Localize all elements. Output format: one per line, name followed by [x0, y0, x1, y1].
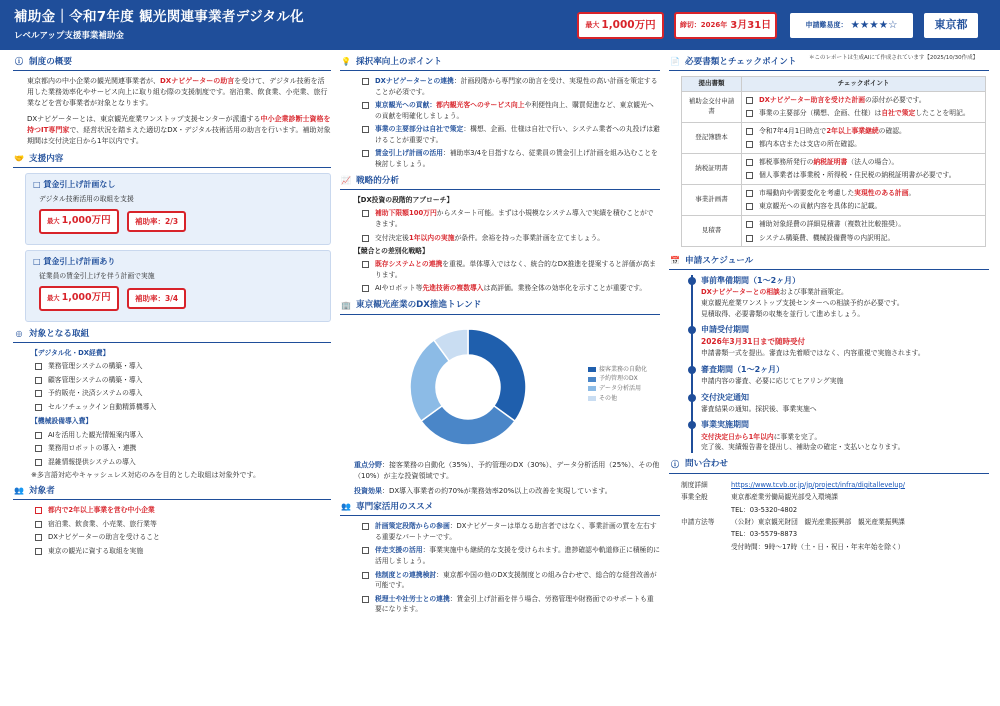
checkbox-icon: [362, 235, 369, 242]
legend-swatch: [588, 377, 596, 382]
checkbox-icon: [362, 210, 369, 217]
list-item: 補助下限額100万円からスタート可能。まずは小規模なシステム導入で実績を積むことができます。: [362, 208, 660, 229]
docs-table: [681, 76, 986, 247]
support-max-pill: 最大 1,000万円: [39, 286, 119, 310]
contact-row: 事業全般 東京都産業労働局観光部受入環境課: [681, 493, 838, 502]
legend-item: [588, 374, 647, 384]
deadline-badge: 締切：2026年 3月31日: [674, 12, 777, 39]
list-item: セルフチェックイン自動精算機導入: [35, 402, 331, 413]
legend-label: 接客業務の自動化: [599, 365, 648, 373]
schedule-step: 申請受付期間 2026年3月31日まで随時受付 申請書類一式を提出。審査は先着順ではなく、内容重視で実施されます。: [701, 324, 989, 359]
donut-svg: [356, 320, 581, 460]
page-subtitle: レベルアップ支援事業補助金: [14, 31, 124, 41]
support-rate-pill: 補助率：3/4: [127, 288, 186, 309]
checkbox-icon: [35, 432, 42, 439]
list-item: 賃金引上げ計画の活用：補助率3/4を目指すなら、従業員の賃金引上げ計画を組み込むことを検討しましょう。: [362, 148, 660, 169]
overview-text-1: 東京都内の中小企業の観光関連事業者が、DXナビゲーターの助言を受けて、デジタル技術を活用した業務効率化やサービス向上に取り組む際の支援制度です。宿泊業、飲食業、小売業、旅行業などを営む事業者が対象となります。: [27, 77, 328, 108]
legend-swatch: [588, 367, 596, 372]
contact-heading: ⓘ 問い合わせ: [669, 459, 989, 474]
checkbox-icon: [746, 141, 753, 148]
target-category: 【デジタル化・DX経費】: [31, 349, 110, 358]
list-item: 業務管理システムの構築・導入: [35, 361, 331, 372]
checkbox-icon: [35, 548, 42, 555]
list-item: 業務用ロボットの導入・連携: [35, 443, 331, 454]
contact-row: TEL：03-5579-8873: [731, 530, 798, 539]
trend-effect: 投資効果：DX導入事業者の約70%が業務効率20%以上の改善を実現しています。: [354, 487, 612, 496]
checkbox-icon: [362, 150, 369, 157]
timeline-dot: [688, 366, 696, 374]
schedule-step: 交付決定通知 審査結果の通知。採択後、事業実施へ: [701, 392, 989, 415]
strategy-heading: 📈 戦略的分析: [340, 175, 660, 190]
difficulty-badge: 申請難易度： ★★★★☆: [789, 12, 914, 39]
building-icon: 🏢: [341, 300, 351, 310]
list-item: DXナビゲーターとの連携：計画段階から専門家の助言を受け、実現性の高い計画を策定することが必須です。: [362, 76, 660, 97]
support-max-pill: 最大 1,000万円: [39, 209, 119, 233]
ai-note: ＊このレポートは生成AIにて作成されています【2025/10/30作成】: [809, 55, 979, 61]
targets-heading: ◎ 対象となる取組: [13, 328, 331, 343]
info-icon: ⓘ: [671, 459, 679, 469]
schedule-step: 審査期間（1〜2ヶ月） 申請内容の審査、必要に応じてヒアリング実施: [701, 364, 989, 387]
strategy-list-2: [362, 259, 660, 294]
timeline-dot: [688, 277, 696, 285]
list-item: 交付決定後1年以内の実施が条件。余裕を持った事業計画を立てましょう。: [362, 233, 660, 244]
expert-list: [362, 521, 660, 614]
checkbox-icon: [746, 128, 753, 135]
checkbox-icon: [746, 203, 753, 210]
legend-swatch: [588, 386, 596, 391]
list-item: 既存システムとの連携を重視。単体導入ではなく、統合的なDX推進を提案すると評価が高まります。: [362, 259, 660, 280]
eligible-list: [35, 505, 331, 556]
target-icon: ◎: [15, 329, 23, 339]
tips-heading: 💡 採択率向上のポイント: [340, 56, 660, 71]
legend-item: [588, 394, 647, 404]
table-row: 見積書 補助対象経費の詳細見積書（複数社比較推奨）。 システム構築費、機械設備費等の内訳明記。: [682, 216, 986, 247]
checkbox-icon: [746, 159, 753, 166]
checkbox-icon: [746, 190, 753, 197]
schedule-heading: 📅 申請スケジュール: [669, 255, 989, 270]
column-left: [13, 56, 331, 560]
checkbox-icon: [362, 126, 369, 133]
checkbox-icon: [362, 547, 369, 554]
contact-row: 申請方法等 （公財）東京観光財団 観光産業振興部 観光産業振興課: [681, 518, 905, 527]
checkbox-icon: [35, 534, 42, 541]
table-row: 補助金交付申請書 DXナビゲーター助言を受けた計画の添付が必要です。 事業の主要部分（構想、企画、仕様）は自社で策定したことを明記。: [682, 91, 986, 122]
table-row: 登記簿謄本 令和7年4月1日時点で2年以上事業継続の確認。 都内本店または支店の所在確認。: [682, 122, 986, 153]
schedule-step: 事業実施期間 交付決定日から1年以内に事業を完了。 完了後、実績報告書を提出し、補助金の確定・支払いとなります。: [701, 419, 989, 452]
list-item: 計画策定段階からの参画：DXナビゲーターは単なる助言者ではなく、事業計画の質を左右する重要なパートナーです。: [362, 521, 660, 542]
detail-link[interactable]: https://www.tcvb.or.jp/jp/project/infra/digitallevelup/: [731, 480, 906, 489]
schedule-timeline: [691, 275, 989, 453]
legend-item: [588, 384, 647, 394]
checkbox-icon: [746, 110, 753, 117]
checkbox-icon: [362, 102, 369, 109]
overview-heading: ⓘ 制度の概要: [13, 56, 331, 71]
contact-row: 受付時間：9時〜17時（土・日・祝日・年末年始を除く）: [731, 542, 905, 551]
checkbox-icon: [362, 596, 369, 603]
timeline-dot: [688, 326, 696, 334]
checkbox-icon: [35, 521, 42, 528]
list-item: AIを活用した観光情報案内導入: [35, 430, 331, 441]
lightbulb-icon: 💡: [341, 57, 351, 66]
contact-row: 制度詳細 https://www.tcvb.or.jp/jp/project/infra/digitallevelup/: [681, 479, 989, 491]
timeline-dot: [688, 394, 696, 402]
target-category: 【機械設備導入費】: [31, 417, 93, 426]
list-item: 東京の観光に資する取組を実施: [35, 546, 331, 557]
table-row: 事業計画書 市場動向や需要変化を考慮した実現性のある計画。 東京観光への貢献内容を具体的に記載。: [682, 184, 986, 215]
checkbox-icon: [746, 235, 753, 242]
checkbox-icon: [362, 285, 369, 292]
table-row: 納税証明書 都税事務所発行の納税証明書（法人の場合）。 個人事業者は事業税・所得税・住民税の納税証明書が必要です。: [682, 153, 986, 184]
contact-row: TEL：03-5320-4802: [731, 505, 798, 514]
checkbox-icon: [35, 377, 42, 384]
schedule-step: 事前準備期間（1〜2ヶ月） DXナビゲーターとの相談および事業計画策定。 東京観光産業ワンストップ支援センターへの相談予約が必要です。 見積取得、必要書類の収集を並行して進めましょう。: [701, 275, 989, 319]
list-item: 他制度との連携検討：東京都や国の他のDX支援制度との組み合わせで、総合的な経営改善が可能です。: [362, 570, 660, 591]
checkbox-icon: [746, 221, 753, 228]
tips-list: [362, 76, 660, 169]
expert-heading: 👥 専門家活用のススメ: [340, 501, 660, 516]
target-list-1: [35, 361, 331, 412]
checkbox-icon: [746, 97, 753, 104]
list-item: DXナビゲーターの助言を受けること: [35, 532, 331, 543]
trend-heading: 🏢 東京観光産業のDX推進トレンド: [340, 300, 660, 315]
table-header-row: 提出書類 チェックポイント: [682, 77, 986, 92]
list-item: 伴走支援の活用：事業実施中も継続的な支援を受けられます。進捗確認や軌道修正に積極的に活用しましょう。: [362, 545, 660, 566]
dx-donut-chart: [356, 320, 660, 460]
target-note: ※多言語対応やキャッシュレス対応のみを目的とした取組は対象外です。: [31, 471, 260, 480]
chart-icon: 📈: [341, 176, 351, 186]
legend-swatch: [588, 396, 596, 401]
list-item: 予約販売・決済システムの導入: [35, 388, 331, 399]
legend-label: 予約管理のDX: [599, 375, 638, 383]
strategy-list-1: [362, 208, 660, 243]
checkbox-icon: [35, 363, 42, 370]
people-icon: 👥: [14, 486, 24, 496]
page-title: 補助金｜令和7年度 観光関連事業者デジタル化: [14, 9, 304, 25]
column-right: [669, 56, 989, 553]
checkbox-icon: [362, 78, 369, 85]
list-item: 都内で2年以上事業を営む中小企業: [35, 505, 331, 516]
support-rate-pill: 補助率：2/3: [127, 211, 186, 232]
trend-focus: 重点分野：接客業務の自動化（35%）、予約管理のDX（30%）、データ分析活用（25%）、その他（10%）が主な投資領域です。: [354, 460, 660, 480]
calendar-icon: 📅: [670, 256, 680, 266]
legend-item: [588, 365, 647, 375]
checkbox-icon: [35, 390, 42, 397]
checkbox-icon: [362, 523, 369, 530]
users-icon: 👥: [341, 502, 351, 512]
checkbox-icon: [35, 404, 42, 411]
support-heading: 🤝 支援内容: [13, 153, 331, 168]
region-badge: 東京都: [923, 12, 979, 39]
legend-label: その他: [599, 394, 618, 402]
checkbox-icon: [35, 459, 42, 466]
list-item: 宿泊業、飲食業、小売業、旅行業等: [35, 519, 331, 530]
column-middle: 💡 採択率向上のポイント DXナビゲーターとの連携：計画段階から専門家の助言を受け、実現性の高い計画を策定することが必須です。 東京観光への貢献：都内観光客へのサービス向上や利便性向上、購買促進など、東京観光への貢献を明確化しましょう。 事業の主要部分は自社で策定：構想、企画、仕様は自社で行い、システム業者への丸投げは避けることが重要です。 賃金引上げ計画の活用：補助率3/4を目指すなら、従業員の賃金引上げ計画を組み込むことを検討しましょう。 📈 戦略的分析 【DX投資の段階的アプローチ】 補助下限額100万円からスタート可能。まずは小規模なシステム導入で実績を積むことができます。 交付決定後1年以内の実施が条件。余裕を持った事業計画を立てましょう。 【競合との差別化戦略】 既存システムとの連携を重視。単体導入ではなく、統合的なDX推進を提案すると評価が高まります。 AIやロボット等先進技術の複数導入は高評価。業務全体の効率化を示すことが重要です。 🏢 東京観光産業のDX推進トレンド 接客業務の自動化 予約管理のDX データ分析活用 その他 重点分野：接客業務の自動化（35%）、予約管理のDX（30%）、データ分析活用（25%）、その他（10%）が主な投資領域です。 投資効果：DX導入事業者の約70%が業務効率20%以上の改善を実現しています。 👥 専門家活用のススメ 計画策定段階からの参画：DXナビゲーターは単なる助言者ではなく、事業計画の質を左右する重要なパートナーです。 伴走支援の活用：事業実施中も継続的な支援を受けられます。進捗確認や軌道修正に積極的に活用しましょう。 他制度との連携検討：東京都や国の他のDX支援制度との組み合わせで、総合的な経営改善が可能です。 税理士や社労士との連携：賃金引上げ計画を伴う場合、労務管理や財務面でのサポートも重要になります。: [341, 56, 660, 614]
list-item: 顧客管理システムの構築・導入: [35, 375, 331, 386]
checkbox-icon: [35, 507, 42, 514]
overview-text-2: DXナビゲーターとは、東京観光産業ワンストップ支援センターが派遣する中小企業診断士資格を持つIT専門家で、経営状況を踏まえた適切なDX・デジタル技術活用の助言を行います。補助対象期間は交付決定日から1年以内です。: [27, 114, 331, 145]
list-item: 税理士や社労士との連携：賃金引上げ計画を伴う場合、労務管理や財務面でのサポートも重要になります。: [362, 594, 660, 615]
info-icon: ⓘ: [15, 57, 23, 66]
chart-legend: [588, 365, 647, 403]
docs-heading: 📄 必要書類とチェックポイント: [669, 56, 989, 71]
support-box-wage: □ 賃金引上げ計画あり 従業員の賃金引上げを伴う計画で実施 最大 1,000万円 補助率：3/4: [25, 250, 331, 322]
checkbox-icon: [746, 172, 753, 179]
list-item: 東京観光への貢献：都内観光客へのサービス向上や利便性向上、購買促進など、東京観光への貢献を明確化しましょう。: [362, 100, 660, 121]
document-icon: 📄: [670, 57, 680, 66]
list-item: 事業の主要部分は自社で策定：構想、企画、仕様は自社で行い、システム業者への丸投げは避けることが重要です。: [362, 124, 660, 145]
checkbox-icon: [362, 261, 369, 268]
support-box-no-wage: □ 賃金引上げ計画なし デジタル技術活用の取組を支援 最大 1,000万円 補助率：2/3: [25, 173, 331, 245]
handshake-icon: 🤝: [14, 154, 24, 164]
legend-label: データ分析活用: [599, 385, 642, 392]
contact-list: [681, 479, 989, 553]
eligible-heading: 👥 対象者: [13, 485, 331, 500]
page-header: [0, 0, 1000, 50]
list-item: 混雑情報提供システムの導入: [35, 457, 331, 468]
checkbox-icon: [35, 445, 42, 452]
max-amount-badge: 最大 1,000万円: [577, 12, 664, 39]
list-item: AIやロボット等先進技術の複数導入は高評価。業務全体の効率化を示すことが重要です。: [362, 283, 660, 294]
target-list-2: [35, 430, 331, 468]
checkbox-icon: [362, 572, 369, 579]
timeline-dot: [688, 421, 696, 429]
